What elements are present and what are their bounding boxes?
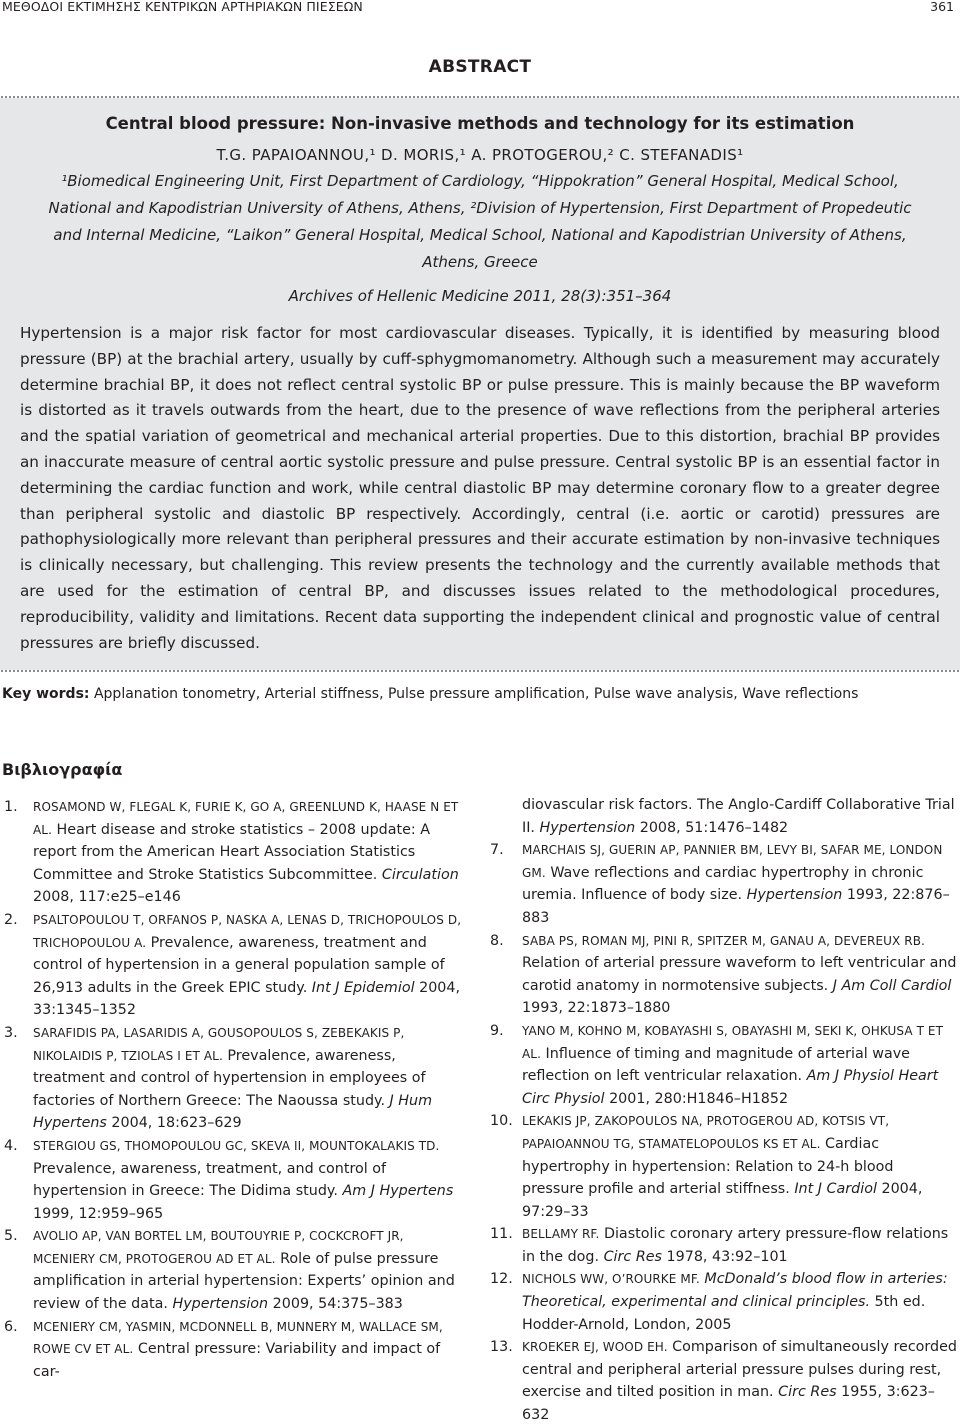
reference-journal: Circ Res [778,1384,837,1401]
reference-citation: 1955, 3:623–632 [522,1384,935,1424]
reference-item [4,796,468,909]
bibliography-heading: Βιβλιογραφία [2,760,123,779]
reference-number: 4. [4,1137,18,1154]
reference-authors: NICHOLS WW, O’ROURKE MF. [522,1272,700,1287]
reference-journal: Int J Epidemiol [311,979,415,996]
reference-authors: PSALTOPOULOU T, ORFANOS P, NASKA A, LENAS D, TRICHOPOULOS D, TRICHOPOULOU A. [33,912,462,950]
reference-authors: AVOLIO AP, VAN BORTEL LM, BOUTOUYRIE P, COCKCROFT JR, MCENIERY CM, PROTOGEROU AD ET AL. [33,1229,404,1266]
reference-item [4,1022,468,1135]
reference-citation: 2004, 97:29–33 [522,1181,923,1220]
reference-text: Prevalence, awareness, treatment, and control of hypertension in Greece: The Didima study. [33,1160,387,1200]
reference-citation: 2008, 117:e25–e146 [33,889,181,906]
reference-citation: 1999, 12:959–965 [33,1205,164,1222]
reference-text: Heart disease and stroke statistics – 2008 update: A report from the American Heart Association Statistics Committee and Stroke Statistics Subcommittee. [33,821,431,883]
running-title: ΜΕΘΟΔΟΙ ΕΚΤΙΜΗΣΗΣ ΚΕΝΤΡΙΚΩΝ ΑΡΤΗΡΙΑΚΩΝ ΠΙΕΣΕΩΝ [2,0,363,14]
reference-text: Comparison of simultaneously recorded central and peripheral arterial pressure pulses during rest, exercise and tilted position in man. [522,1339,958,1401]
reference-number: 11. [490,1226,513,1243]
reference-authors: SARAFIDIS PA, LASARIDIS A, GOUSOPOULOS S, ZEBEKAKIS P, NIKOLAIDIS P, TZIOLAS I ET AL. [33,1025,405,1063]
reference-text: Relation of arterial pressure waveform to left ventricular and carotid anatomy in normotensive subjects. [522,955,957,994]
reference-citation: 1993, 22:876–883 [522,887,950,926]
reference-authors: YANO M, KOHNO M, KOBAYASHI S, OBAYASHI M, SEKI K, OHKUSA T ET AL. [522,1023,944,1061]
abstract-source: Archives of Hellenic Medicine 2011, 28(3):351–364 [288,287,672,305]
reference-item [4,1135,468,1225]
reference-citation: 5th ed. Hodder-Arnold, London, 2005 [522,1294,926,1333]
reference-number: 9. [490,1022,504,1039]
reference-citation: 2009, 54:375–383 [268,1296,403,1313]
reference-authors: STERGIOU GS, THOMOPOULOU GC, SKEVA II, MOUNTOKALAKIS TD. [33,1138,440,1153]
reference-journal: McDonald’s blood flow in arteries: Theoretical, experimental and clinical principles. [522,1271,948,1311]
reference-number: 8. [490,932,504,949]
reference-item [4,1225,468,1315]
reference-authors: KROEKER EJ, WOOD EH. [522,1340,668,1355]
reference-item [490,1336,958,1426]
dotted-divider-bottom [0,670,960,672]
reference-journal: Hypertension [746,887,843,904]
reference-text: Prevalence, awareness, treatment and control of hypertension in a general population sample of 26,913 adults in the Greek EPIC study. [33,934,445,996]
keywords-text: Applanation tonometry, Arterial stiffness, Pulse pressure amplification, Pulse wave analysis, Wave reflections [93,686,859,702]
reference-authors: LEKAKIS JP, ZAKOPOULOS NA, PROTOGEROU AD, KOTSIS VT, PAPAIOANNOU TG, STAMATELOPOULOS KS ET AL. [522,1114,890,1151]
reference-text: diovascular risk factors. The Anglo-Cardiff Collaborative Trial II. [522,797,955,836]
reference-item [4,909,468,1022]
reference-text: Cardiac hypertrophy in hypertension: Relation to 24-h blood pressure profile and arterial stiffness. [522,1135,894,1198]
reference-item [490,930,958,1020]
reference-authors: SABA PS, ROMAN MJ, PINI R, SPITZER M, GANAU A, DEVEREUX RB. [522,933,925,948]
keywords [2,686,952,702]
abstract-authors: T.G. PAPAIOANNOU,¹ D. MORIS,¹ A. PROTOGEROU,² C. STEFANADIS¹ [216,146,744,164]
reference-journal: Circulation [381,866,459,883]
reference-text: Wave reflections and cardiac hypertrophy in chronic uremia. Influence of body size. [522,864,924,904]
reference-citation: 1978, 43:92–101 [662,1248,788,1265]
reference-citation: 2004, 18:623–629 [106,1115,242,1132]
reference-authors: MCENIERY CM, YASMIN, MCDONNELL B, MUNNERY M, WALLACE SM, ROWE CV ET AL. [33,1319,443,1357]
reference-number: 2. [4,911,18,928]
reference-item-continued [490,794,958,839]
running-header [0,0,960,14]
reference-citation: 2004, 33:1345–1352 [33,979,461,1019]
reference-number: 7. [490,842,504,859]
reference-number: 3. [4,1024,18,1041]
reference-journal: Hypertension [539,819,636,836]
reference-number: 6. [4,1318,18,1335]
reference-item [490,1223,958,1268]
reference-number: 12. [490,1271,513,1288]
reference-authors: ROSAMOND W, FLEGAL K, FURIE K, GO A, GREENLUND K, HAASE N ET AL. [33,800,459,837]
abstract-title: Central blood pressure: Non-invasive methods and technology for its estimation [105,114,855,133]
reference-item [490,1268,958,1336]
reference-authors: MARCHAIS SJ, GUERIN AP, PANNIER BM, LEVY BI, SAFAR ME, LONDON GM. [522,843,943,880]
reference-journal: Am J Hypertens [342,1183,454,1200]
references-left-column [4,796,468,1383]
reference-number: 13. [490,1339,513,1356]
abstract-label: ABSTRACT [428,57,532,77]
keywords-label: Key words: [2,686,90,702]
reference-journal: Am J Physiol Heart Circ Physiol [522,1068,939,1107]
reference-citation: 1993, 22:1873–1880 [522,1000,671,1017]
reference-journal: J Am Coll Cardiol [832,977,952,994]
reference-citation: 2008, 51:1476–1482 [635,819,789,836]
reference-item [490,839,958,929]
reference-number: 10. [490,1113,513,1130]
reference-item [4,1316,468,1384]
reference-text: Prevalence, awareness, treatment and control of hypertension in employees of factories of Northern Greece: The Naoussa study. [33,1047,426,1109]
references-right-column [490,794,958,1427]
reference-text: Diastolic coronary artery pressure-flow relations in the dog. [522,1226,949,1265]
reference-journal: J Hum Hypertens [33,1092,433,1132]
reference-text: Central pressure: Variability and impact of car- [33,1341,441,1380]
abstract-body: Hypertension is a major risk factor for most cardiovascular diseases. Typically, it is identified by measuring blood pressure (BP) at the brachial artery, usually by cuff-sphygmomanometry. Although such a measurement may accurately determine brachial BP, it does not reflect central systolic BP or pulse pressure. This is mainly because the BP waveform is distorted as it travels outwards from the heart, due to the presence of wave reflections from the peripheral arteries and the spatial variation of geometrical and mechanical arterial properties. Due to this distortion, brachial BP provides an inaccurate measure of central aortic systolic pressure and pulse pressure. Central systolic BP is an essential factor in determining the cardiac function and work, while central diastolic BP may determine coronary flow to a greater degree than peripheral systolic and diastolic BP respectively. Accordingly, central (i.e. aortic or carotid) pressures are pathophysiologically more relevant than peripheral pressures and their accurate estimation by non-invasive techniques is clinically necessary, but challenging. This review presents the technology and the currently available methods that are used for the estimation of central BP, and discusses issues related to the methodological procedures, reproducibility, validity and limitations. Recent data supporting the independent clinical and prognostic value of central pressures are briefly discussed. [20,324,940,652]
reference-text: Influence of timing and magnitude of arterial wave reflection on left ventricular relaxation. [522,1045,910,1085]
reference-number: 5. [4,1228,18,1245]
reference-text: Role of pulse pressure amplification in arterial hypertension: Experts’ opinion and review of the data. [33,1250,455,1313]
reference-authors: BELLAMY RF. [522,1227,600,1242]
reference-citation: 2001, 280:H1846–H1852 [604,1090,789,1107]
abstract-affiliations: ¹Biomedical Engineering Unit, First Department of Cardiology, “Hippokration” General Hospital, Medical School, National and Kapodistrian University of Athens, Athens, ²Division of Hypertension, First Department of Propedeutic and Internal Medicine, “Laikon” General Hospital, Medical School, National and Kapodistrian University of Athens, Athens, Greece [48,172,912,271]
reference-item [490,1020,958,1110]
page-number: 361 [930,0,954,14]
reference-journal: Circ Res [603,1248,662,1265]
reference-journal: Int J Cardiol [794,1181,877,1198]
reference-item [490,1110,958,1223]
reference-number: 1. [4,799,18,815]
reference-journal: Hypertension [172,1296,269,1313]
